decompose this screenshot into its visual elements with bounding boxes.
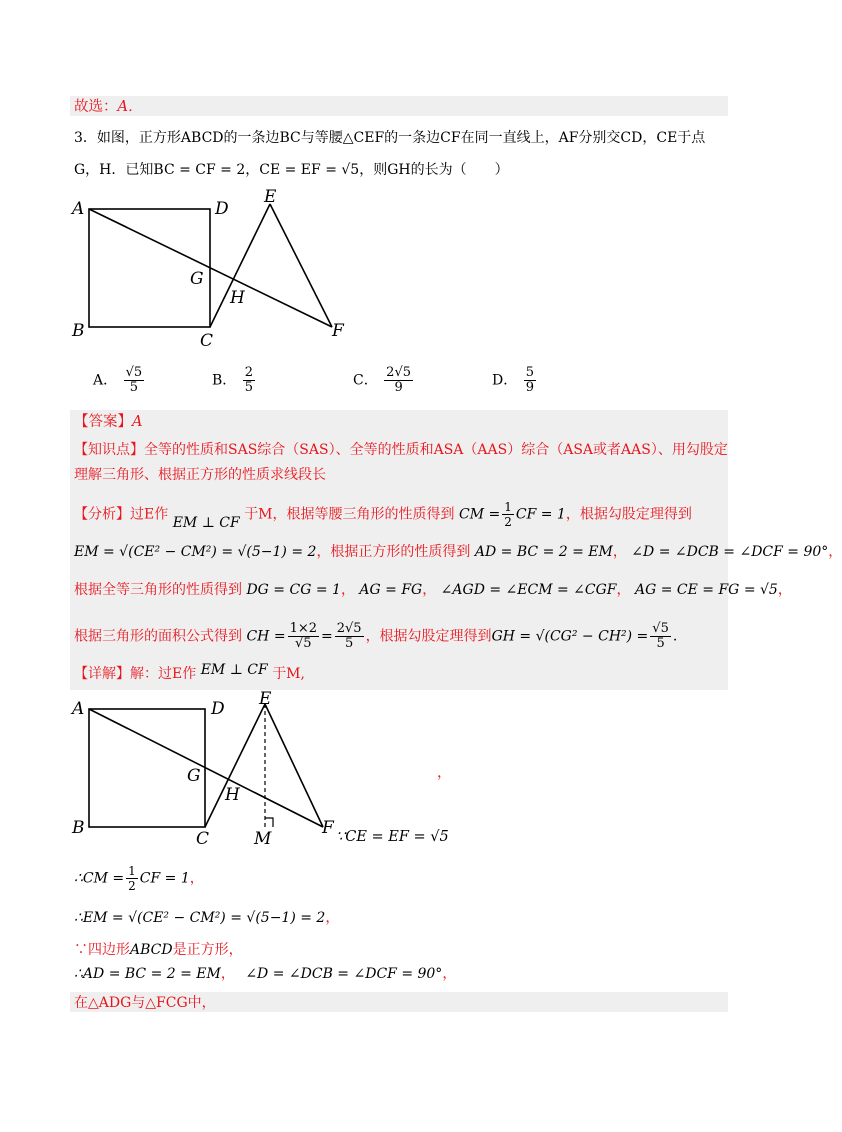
option-b[interactable]: B． $\frac{2}{5}$: [212, 365, 254, 395]
label-D: D: [211, 699, 225, 719]
step-0: ∵CE = EF = √5: [336, 829, 449, 845]
label-A: A: [72, 199, 85, 219]
label-G: G: [187, 766, 201, 786]
label-H: H: [225, 785, 240, 805]
step-4: ∴AD = BC = 2 = EM， ∠D = ∠DCB = ∠DCF = 90°，: [74, 966, 457, 982]
analysis-line-4: 根据三角形的面积公式得到 CH = $\frac{1\times 2}{√5}$ = $\frac{2√5}{5}$ ，根据勾股定理得到GH = √(CG² − CH²) = $\frac{√5}{5}$ .: [74, 621, 678, 651]
prev-answer-line: 故选：A．: [74, 99, 143, 115]
figure-2-side-mark: ，: [437, 765, 452, 781]
label-H: H: [230, 288, 245, 308]
label-G: G: [190, 269, 204, 289]
option-d[interactable]: D． $\frac{5}{9}$: [492, 365, 534, 395]
label-F: F: [322, 818, 334, 838]
geometry-figure-1: [70, 187, 360, 351]
geometry-figure-2: [70, 690, 350, 850]
label-C: C: [196, 829, 210, 849]
analysis-line-3: 根据全等三角形的性质得到 DG = CG = 1， AG = FG， ∠AGD = ∠ECM = ∠CGF， AG = CE = FG = √5，: [74, 582, 792, 598]
option-a[interactable]: A． $\frac{√5}{5}$: [93, 365, 143, 395]
step-5: 在△ADG与△FCG中，: [74, 995, 216, 1011]
label-M: M: [254, 829, 272, 849]
label-E: E: [264, 187, 277, 207]
question-line-1: 3．如图，正方形ABCD的一条边BC与等腰△CEF的一条边CF在同一直线上，AF分别交CD，CE于点: [74, 130, 706, 146]
detail-line: 【详解】解：过E作 EM ⊥ CF 于M,: [74, 662, 305, 682]
analysis-line-1: 【分析】过E作 EM ⊥ CF 于M，根据等腰三角形的性质得到 CM = $\frac{1}{2}$ CF = 1，根据勾股定理得到: [74, 500, 692, 531]
question-line-2: G，H．已知BC = CF = 2，CE = EF = √5，则GH的长为（ ）: [74, 162, 509, 178]
analysis-line-2: EM = √(CE² − CM²) = √(5−1) = 2，根据正方形的性质得到 AD = BC = 2 = EM， ∠D = ∠DCB = ∠DCF = 90°，: [74, 544, 842, 560]
label-E: E: [259, 689, 272, 709]
answer-band: [70, 96, 728, 116]
step-3: ∵四边形ABCD是正方形，: [74, 942, 243, 958]
label-F: F: [332, 321, 344, 341]
answer-line: 【答案】A: [74, 414, 143, 430]
step-2: ∴EM = √(CE² − CM²) = √(5−1) = 2，: [74, 910, 340, 926]
step-1: ∴CM = $\frac{1}{2}$ CF = 1，: [74, 864, 204, 893]
label-C: C: [200, 331, 214, 351]
label-B: B: [72, 818, 85, 838]
label-A: A: [72, 699, 85, 719]
knowledge-line-2: 理解三角形、根据正方形的性质求线段长: [74, 467, 326, 483]
option-c[interactable]: C． $\frac{2√5}{9}$: [353, 365, 411, 395]
label-D: D: [215, 199, 229, 219]
knowledge-line-1: 【知识点】全等的性质和SAS综合（SAS）、全等的性质和ASA（AAS）综合（ASA或者AAS）、用勾股定: [74, 442, 728, 458]
label-B: B: [72, 321, 85, 341]
